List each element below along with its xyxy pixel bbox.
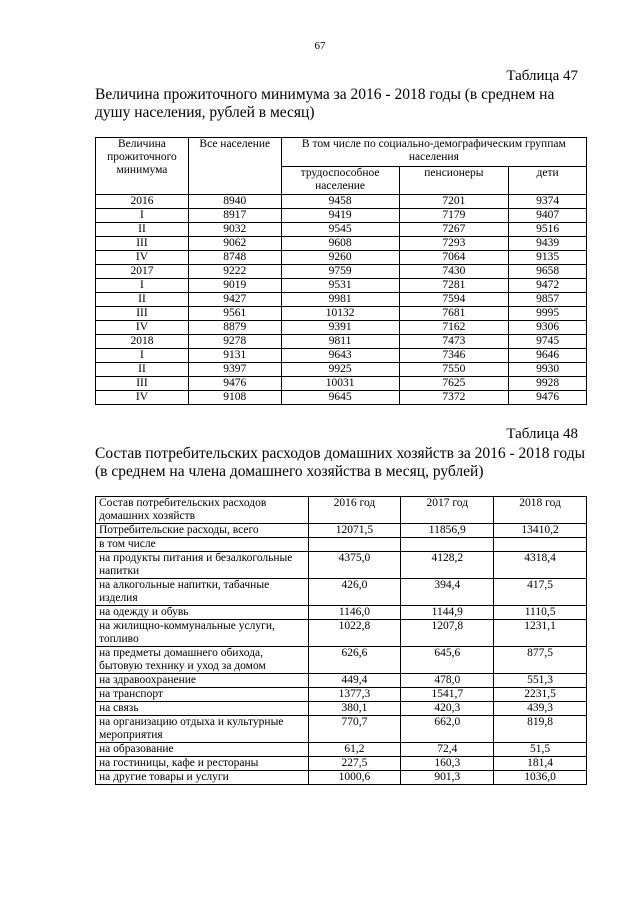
table-cell: 160,3 bbox=[401, 757, 494, 771]
table-cell: 901,3 bbox=[401, 771, 494, 785]
table-cell: 439,3 bbox=[494, 702, 587, 716]
table-cell: 626,6 bbox=[308, 647, 401, 674]
table-cell: на здравоохранение bbox=[96, 674, 309, 688]
table-cell: 8940 bbox=[188, 195, 281, 209]
table-row bbox=[96, 524, 587, 538]
table-cell: 12071,5 bbox=[308, 524, 401, 538]
table-cell: в том числе bbox=[96, 538, 309, 552]
table-cell: 7372 bbox=[399, 391, 509, 405]
table-row bbox=[96, 674, 587, 688]
table-cell: 9561 bbox=[188, 307, 281, 321]
table-cell: 7293 bbox=[399, 237, 509, 251]
table-row bbox=[96, 538, 587, 552]
table-cell: на продукты питания и безалкогольные напитки bbox=[96, 552, 309, 579]
table-cell: 7064 bbox=[399, 251, 509, 265]
table-48-label: Таблица 48 bbox=[506, 426, 578, 442]
table-row bbox=[96, 688, 587, 702]
table-cell: 9643 bbox=[281, 349, 399, 363]
table-cell: 9516 bbox=[509, 223, 587, 237]
table-cell: 9545 bbox=[281, 223, 399, 237]
table-cell: 9476 bbox=[188, 377, 281, 391]
table-cell: 9658 bbox=[509, 265, 587, 279]
table-cell: 9019 bbox=[188, 279, 281, 293]
table-cell: 9646 bbox=[509, 349, 587, 363]
table-cell: 61,2 bbox=[308, 743, 401, 757]
living-wage-table bbox=[95, 137, 587, 405]
table-row bbox=[96, 716, 587, 743]
header-children: дети bbox=[509, 166, 587, 195]
table-cell: 1022,8 bbox=[308, 620, 401, 647]
table-cell: 7267 bbox=[399, 223, 509, 237]
table-cell: 877,5 bbox=[494, 647, 587, 674]
table-cell: 645,6 bbox=[401, 647, 494, 674]
table-row bbox=[96, 757, 587, 771]
table-cell: 1000,6 bbox=[308, 771, 401, 785]
table-cell: IV bbox=[96, 251, 189, 265]
table-48-title: Состав потребительских расходов домашних хозяйств за 2016 - 2018 годы (в среднем на члена домашнего хозяйства в месяц, рублей) bbox=[95, 445, 586, 480]
table-cell: 2017 bbox=[96, 265, 189, 279]
table-row bbox=[96, 579, 587, 606]
table-47-title: Величина прожиточного минимума за 2016 - 2018 годы (в среднем на душу населения, рублей в месяц) bbox=[95, 86, 555, 121]
table-cell: 9472 bbox=[509, 279, 587, 293]
table-cell: I bbox=[96, 349, 189, 363]
table-cell: 9062 bbox=[188, 237, 281, 251]
table-cell: 9531 bbox=[281, 279, 399, 293]
header-2018: 2018 год bbox=[494, 497, 587, 524]
table-cell: 8748 bbox=[188, 251, 281, 265]
table-cell: 9032 bbox=[188, 223, 281, 237]
table-cell: на организацию отдыха и культурные мероприятия bbox=[96, 716, 309, 743]
living-wage-table-body bbox=[96, 195, 587, 405]
table-row bbox=[96, 620, 587, 647]
table-cell: 417,5 bbox=[494, 579, 587, 606]
table-cell: 10132 bbox=[281, 307, 399, 321]
table-cell: 420,3 bbox=[401, 702, 494, 716]
table-cell: II bbox=[96, 363, 189, 377]
table-cell: 8917 bbox=[188, 209, 281, 223]
table-row bbox=[96, 223, 587, 237]
header-pensioners: пенсионеры bbox=[399, 166, 509, 195]
header-total-population: Все население bbox=[188, 138, 281, 195]
table-cell: 551,3 bbox=[494, 674, 587, 688]
table-cell: 4318,4 bbox=[494, 552, 587, 579]
table-cell: 8879 bbox=[188, 321, 281, 335]
table-row bbox=[96, 307, 587, 321]
table-cell: 1110,5 bbox=[494, 606, 587, 620]
table-cell: 9419 bbox=[281, 209, 399, 223]
table-cell: 426,0 bbox=[308, 579, 401, 606]
consumer-expenses-table-body bbox=[96, 524, 587, 785]
table-cell: 72,4 bbox=[401, 743, 494, 757]
table-row bbox=[96, 606, 587, 620]
table-cell: III bbox=[96, 237, 189, 251]
table-cell: 1541,7 bbox=[401, 688, 494, 702]
table-cell: IV bbox=[96, 321, 189, 335]
table-cell: 2016 bbox=[96, 195, 189, 209]
table-row bbox=[96, 391, 587, 405]
table-row bbox=[96, 702, 587, 716]
table-row bbox=[96, 647, 587, 674]
header-expense-composition: Состав потребительских расходов домашних хозяйств bbox=[96, 497, 309, 524]
table-cell: III bbox=[96, 307, 189, 321]
table-cell: 380,1 bbox=[308, 702, 401, 716]
table-cell: 7179 bbox=[399, 209, 509, 223]
table-row bbox=[96, 265, 587, 279]
table-cell: 478,0 bbox=[401, 674, 494, 688]
table-cell: 1144,9 bbox=[401, 606, 494, 620]
table-row bbox=[96, 321, 587, 335]
table-cell: 9391 bbox=[281, 321, 399, 335]
table-cell: 662,0 bbox=[401, 716, 494, 743]
table-cell: Потребительские расходы, всего bbox=[96, 524, 309, 538]
table-cell: 227,5 bbox=[308, 757, 401, 771]
table-cell: 4375,0 bbox=[308, 552, 401, 579]
table-cell: на образование bbox=[96, 743, 309, 757]
table-row bbox=[96, 335, 587, 349]
table-cell: 7625 bbox=[399, 377, 509, 391]
table-cell: 819,8 bbox=[494, 716, 587, 743]
table-cell: 9759 bbox=[281, 265, 399, 279]
table-cell bbox=[308, 538, 401, 552]
page-number: 67 bbox=[314, 40, 326, 52]
table-cell: 13410,2 bbox=[494, 524, 587, 538]
table-cell: 394,4 bbox=[401, 579, 494, 606]
table-cell: 9427 bbox=[188, 293, 281, 307]
table-cell: 9811 bbox=[281, 335, 399, 349]
table-cell: 7550 bbox=[399, 363, 509, 377]
table-row bbox=[96, 293, 587, 307]
consumer-expenses-table bbox=[95, 496, 587, 785]
table-cell: 7430 bbox=[399, 265, 509, 279]
table-cell: II bbox=[96, 293, 189, 307]
table-cell: на жилищно-коммунальные услуги, топливо bbox=[96, 620, 309, 647]
table-cell: 1146,0 bbox=[308, 606, 401, 620]
table-cell: на предметы домашнего обихода, бытовую технику и уход за домом bbox=[96, 647, 309, 674]
table-cell: 9476 bbox=[509, 391, 587, 405]
table-cell: на гостиницы, кафе и рестораны bbox=[96, 757, 309, 771]
table-cell: 7594 bbox=[399, 293, 509, 307]
table-cell: 7162 bbox=[399, 321, 509, 335]
table-cell: 9745 bbox=[509, 335, 587, 349]
table-cell: 1377,3 bbox=[308, 688, 401, 702]
table-cell: 2018 bbox=[96, 335, 189, 349]
table-cell: на одежду и обувь bbox=[96, 606, 309, 620]
table-row bbox=[96, 209, 587, 223]
table-cell: 9608 bbox=[281, 237, 399, 251]
table-cell: на связь bbox=[96, 702, 309, 716]
table-row bbox=[96, 377, 587, 391]
table-cell: 7201 bbox=[399, 195, 509, 209]
table-cell: II bbox=[96, 223, 189, 237]
table-47-label: Таблица 47 bbox=[506, 68, 578, 84]
table-cell: 770,7 bbox=[308, 716, 401, 743]
table-cell: 4128,2 bbox=[401, 552, 494, 579]
table-cell: на другие товары и услуги bbox=[96, 771, 309, 785]
table-cell: 1231,1 bbox=[494, 620, 587, 647]
table-row bbox=[96, 237, 587, 251]
table-cell: на алкогольные напитки, табачные изделия bbox=[96, 579, 309, 606]
table-cell: 2231,5 bbox=[494, 688, 587, 702]
table-cell: 9260 bbox=[281, 251, 399, 265]
table-cell: 9645 bbox=[281, 391, 399, 405]
table-cell: 9925 bbox=[281, 363, 399, 377]
table-row bbox=[96, 251, 587, 265]
table-cell: 7473 bbox=[399, 335, 509, 349]
table-row bbox=[96, 771, 587, 785]
table-cell: 9131 bbox=[188, 349, 281, 363]
table-cell: 9981 bbox=[281, 293, 399, 307]
table-cell: 9374 bbox=[509, 195, 587, 209]
table-cell: I bbox=[96, 279, 189, 293]
table-row bbox=[96, 743, 587, 757]
table-cell: 1036,0 bbox=[494, 771, 587, 785]
table-cell: 9930 bbox=[509, 363, 587, 377]
table-cell: 181,4 bbox=[494, 757, 587, 771]
table-cell: 9397 bbox=[188, 363, 281, 377]
header-2017: 2017 год bbox=[401, 497, 494, 524]
table-cell: 9439 bbox=[509, 237, 587, 251]
table-cell: 9222 bbox=[188, 265, 281, 279]
table-row bbox=[96, 552, 587, 579]
header-living-wage: Величина прожиточного минимума bbox=[96, 138, 189, 195]
table-cell: 7681 bbox=[399, 307, 509, 321]
table-cell: 9995 bbox=[509, 307, 587, 321]
table-cell bbox=[494, 538, 587, 552]
table-cell: I bbox=[96, 209, 189, 223]
header-social-groups: В том числе по социально-демографическим группам населения bbox=[281, 138, 586, 167]
table-cell: 9857 bbox=[509, 293, 587, 307]
table-row bbox=[96, 363, 587, 377]
table-row bbox=[96, 279, 587, 293]
table-cell: 11856,9 bbox=[401, 524, 494, 538]
table-cell: 9278 bbox=[188, 335, 281, 349]
table-cell: 9135 bbox=[509, 251, 587, 265]
table-cell: 9108 bbox=[188, 391, 281, 405]
table-cell: 7346 bbox=[399, 349, 509, 363]
table-cell: IV bbox=[96, 391, 189, 405]
table-cell: на транспорт bbox=[96, 688, 309, 702]
table-cell: 449,4 bbox=[308, 674, 401, 688]
table-row bbox=[96, 349, 587, 363]
header-working-age: трудоспособное население bbox=[281, 166, 399, 195]
table-cell: 9407 bbox=[509, 209, 587, 223]
table-cell: 51,5 bbox=[494, 743, 587, 757]
table-cell bbox=[401, 538, 494, 552]
table-cell: 9928 bbox=[509, 377, 587, 391]
table-cell: 1207,8 bbox=[401, 620, 494, 647]
table-cell: 9306 bbox=[509, 321, 587, 335]
table-cell: III bbox=[96, 377, 189, 391]
table-cell: 7281 bbox=[399, 279, 509, 293]
header-2016: 2016 год bbox=[308, 497, 401, 524]
table-row bbox=[96, 195, 587, 209]
table-cell: 10031 bbox=[281, 377, 399, 391]
table-cell: 9458 bbox=[281, 195, 399, 209]
